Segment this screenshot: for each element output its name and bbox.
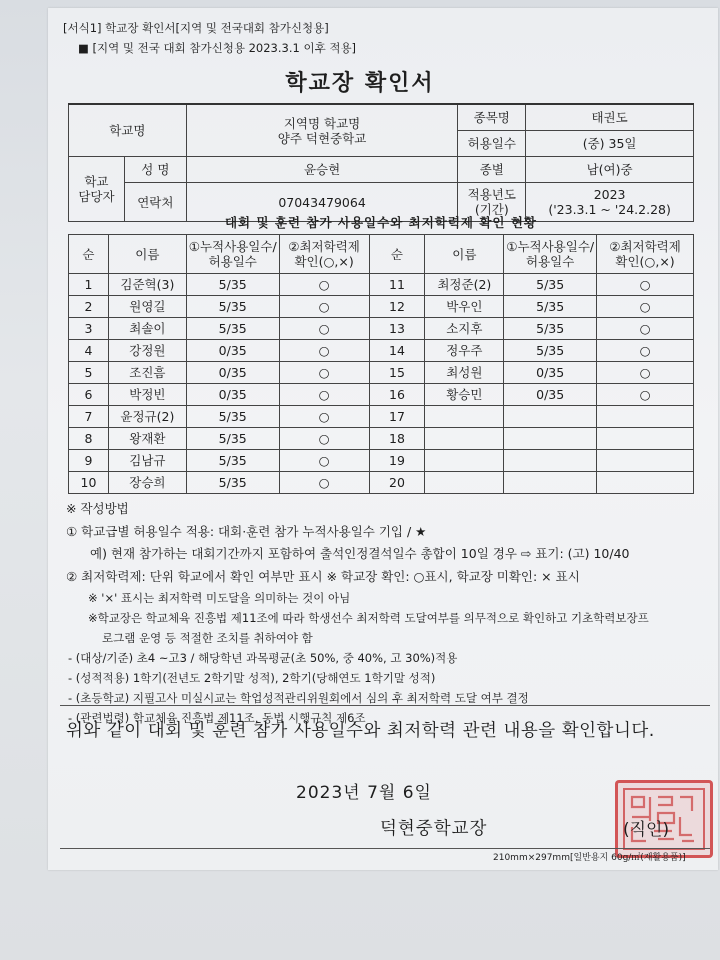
academic-check [597, 472, 694, 494]
event-label: 종목명 [458, 104, 526, 131]
row-number: 18 [369, 428, 425, 450]
school-label: 학교명 [69, 104, 187, 157]
header-name: 이름 [108, 235, 186, 274]
writing-instructions [66, 498, 649, 728]
student-name [425, 406, 504, 428]
row-number: 14 [369, 340, 425, 362]
days-used: 0/35 [186, 362, 279, 384]
academic-check: ○ [597, 384, 694, 406]
days-used: 0/35 [504, 362, 597, 384]
issue-date: 2023년 7월 6일 [296, 783, 432, 803]
student-name: 강정원 [108, 340, 186, 362]
days-used: 5/35 [504, 296, 597, 318]
academic-check: ○ [279, 274, 369, 296]
student-name: 윤정규(2) [108, 406, 186, 428]
student-name: 박우인 [425, 296, 504, 318]
academic-check: ○ [597, 296, 694, 318]
teacher-label: 학교 담당자 [69, 157, 125, 222]
academic-check: ○ [279, 406, 369, 428]
student-name: 최성원 [425, 362, 504, 384]
header-name: 이름 [425, 235, 504, 274]
divider-bottom [60, 848, 710, 849]
days-used: 0/35 [186, 384, 279, 406]
student-name: 최정준(2) [425, 274, 504, 296]
student-name: 왕재환 [108, 428, 186, 450]
note-4b: 로그램 운영 등 적절한 조치를 취하여야 함 [102, 631, 313, 645]
name-value: 윤승현 [186, 157, 458, 183]
days-used: 0/35 [504, 384, 597, 406]
academic-check: ○ [279, 472, 369, 494]
table-row [69, 472, 694, 494]
academic-check: ○ [279, 318, 369, 340]
academic-check [597, 450, 694, 472]
row-number: 6 [69, 384, 109, 406]
header-days: ①누적사용일수/ 허용일수 [186, 235, 279, 274]
days-used [504, 450, 597, 472]
form-subtitle: ■ [지역 및 전국 대회 참가신청용 2023.3.1 이후 적용] [78, 41, 357, 55]
form-label: [서식1] 학교장 확인서[지역 및 전국대회 참가신청용] [63, 21, 329, 35]
header-no: 순 [69, 235, 109, 274]
table-row [69, 406, 694, 428]
header-days: ①누적사용일수/ 허용일수 [504, 235, 597, 274]
table-row [69, 274, 694, 296]
student-name: 장승희 [108, 472, 186, 494]
category-value: 남(여)중 [526, 157, 694, 183]
table-row [69, 384, 694, 406]
year-value: 2023 ('23.3.1 ~ '24.2.28) [526, 183, 694, 222]
notes-heading: ※ 작성방법 [66, 501, 129, 516]
student-name: 김남규 [108, 450, 186, 472]
table-row [69, 318, 694, 340]
student-name [425, 428, 504, 450]
table-row [69, 428, 694, 450]
row-number: 15 [369, 362, 425, 384]
academic-check [597, 428, 694, 450]
event-value: 태권도 [526, 104, 694, 131]
status-header-row [69, 235, 694, 274]
row-number: 17 [369, 406, 425, 428]
student-name: 조진흠 [108, 362, 186, 384]
name-label: 성 명 [124, 157, 186, 183]
contact-value: 07043479064 [186, 183, 458, 222]
row-number: 1 [69, 274, 109, 296]
days-used: 5/35 [186, 472, 279, 494]
row-number: 4 [69, 340, 109, 362]
note-3: ※ '×' 표시는 최저학력 미도달을 의미하는 것이 아님 [88, 591, 351, 605]
header-check: ②최저학력제 확인(○,×) [597, 235, 694, 274]
days-used: 5/35 [186, 318, 279, 340]
academic-check: ○ [597, 274, 694, 296]
student-name: 최솔이 [108, 318, 186, 340]
status-section-title: 대회 및 훈련 참가 사용일수와 최저학력제 확인 현황 [224, 215, 538, 230]
confirmation-statement: 위와 같이 대회 및 훈련 참가 사용일수와 최저학력 관련 내용을 확인합니다. [66, 721, 655, 741]
days-used: 5/35 [186, 274, 279, 296]
allowed-days-label: 허용일수 [458, 131, 526, 157]
row-number: 10 [69, 472, 109, 494]
principal-signature: 덕현중학교장 [380, 819, 488, 839]
table-row [69, 362, 694, 384]
student-name: 소지후 [425, 318, 504, 340]
row-number: 19 [369, 450, 425, 472]
status-table [68, 234, 694, 494]
academic-check: ○ [279, 340, 369, 362]
year-label: 적용년도 (기간) [458, 183, 526, 222]
academic-check: ○ [597, 318, 694, 340]
days-used [504, 472, 597, 494]
academic-check: ○ [597, 340, 694, 362]
academic-check: ○ [279, 384, 369, 406]
days-used [504, 406, 597, 428]
days-used: 5/35 [186, 450, 279, 472]
days-used: 0/35 [186, 340, 279, 362]
table-row [69, 450, 694, 472]
student-name: 박정빈 [108, 384, 186, 406]
category-label: 종별 [458, 157, 526, 183]
student-name [425, 450, 504, 472]
note-8: - (관련법령) 학교체육 진흥법 제11조, 동법 시행규칙 제6조 [68, 711, 366, 725]
paper-spec: 210mm×297mm[일반용지 60g/㎡(재활용품)] [493, 853, 686, 863]
note-7: - (초등학교) 지필고사 미실시교는 학업성적관리위원회에서 심의 후 최저학력 도달 여부 결정 [68, 691, 529, 705]
days-used: 5/35 [186, 296, 279, 318]
note-1-example: 예) 현재 참가하는 대회기간까지 포함하여 출석인정결석일수 총합이 10일 경우 ⇨ 표기: (고) 10/40 [90, 546, 630, 561]
school-info-table [68, 103, 694, 222]
note-6: - (성적적용) 1학기(전년도 2학기말 성적), 2학기(당해연도 1학기말 성적) [68, 671, 436, 685]
student-name [425, 472, 504, 494]
row-number: 13 [369, 318, 425, 340]
school-value: 지역명 학교명 양주 덕현중학교 [186, 104, 458, 157]
student-name: 정우주 [425, 340, 504, 362]
header-no: 순 [369, 235, 425, 274]
row-number: 3 [69, 318, 109, 340]
document-title: 학교장 확인서 [285, 71, 435, 96]
row-number: 2 [69, 296, 109, 318]
note-4a: ※학교장은 학교체육 진흥법 제11조에 따라 학생선수 최저학력 도달여부를 의무적으로 확인하고 기초학력보장프 [88, 611, 649, 625]
allowed-days-value: (중) 35일 [526, 131, 694, 157]
row-number: 20 [369, 472, 425, 494]
days-used: 5/35 [504, 274, 597, 296]
header-check: ②최저학력제 확인(○,×) [279, 235, 369, 274]
days-used: 5/35 [504, 340, 597, 362]
days-used [504, 428, 597, 450]
days-used: 5/35 [186, 406, 279, 428]
academic-check: ○ [279, 362, 369, 384]
note-2: ② 최저학력제: 단위 학교에서 확인 여부만 표시 ※ 학교장 확인: ○표시, 학교장 미확인: × 표시 [66, 568, 580, 584]
academic-check: ○ [597, 362, 694, 384]
student-name: 김준혁(3) [108, 274, 186, 296]
academic-check [597, 406, 694, 428]
student-name: 황승민 [425, 384, 504, 406]
row-number: 9 [69, 450, 109, 472]
row-number: 7 [69, 406, 109, 428]
row-number: 16 [369, 384, 425, 406]
table-row [69, 296, 694, 318]
row-number: 5 [69, 362, 109, 384]
note-1: ① 학교급별 허용일수 적용: 대회·훈련 참가 누적사용일수 기입 / ★ [66, 523, 427, 539]
seal-label: (직인) [623, 820, 670, 840]
divider-top [60, 705, 710, 706]
table-row [69, 340, 694, 362]
academic-check: ○ [279, 450, 369, 472]
student-name: 원영길 [108, 296, 186, 318]
contact-label: 연락처 [124, 183, 186, 222]
days-used: 5/35 [186, 428, 279, 450]
note-5: - (대상/기준) 초4 ~고3 / 해당학년 과목평균(초 50%, 중 40%, 고 30%)적용 [68, 651, 458, 665]
days-used: 5/35 [504, 318, 597, 340]
row-number: 8 [69, 428, 109, 450]
academic-check: ○ [279, 428, 369, 450]
row-number: 12 [369, 296, 425, 318]
academic-check: ○ [279, 296, 369, 318]
row-number: 11 [369, 274, 425, 296]
